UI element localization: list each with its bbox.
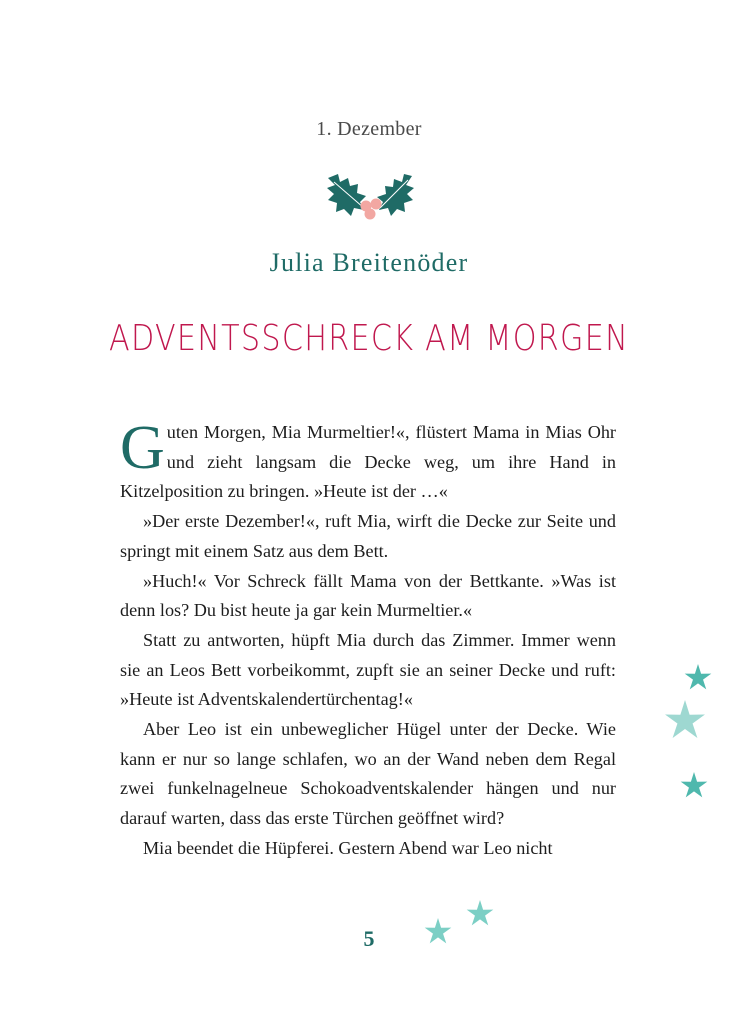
star-icon (466, 900, 494, 928)
paragraph: Guten Morgen, Mia Murmeltier!«, flüstert Mama in Mias Ohr und zieht langsam die Decke weg, um ihre Hand in Kitzelposition zu bringen. »Heute ist der …« (120, 414, 616, 502)
star-icon (684, 664, 712, 692)
paragraph: Aber Leo ist ein unbeweglicher Hügel unter der Decke. Wie kann er nur so lange schlafen, wo an der Wand neben dem Regal zwei funkelnagelneue Schokoadventskalender hängen und nur darauf warten, dass das erste Türchen geöffnet wird? (120, 719, 616, 829)
story-text (120, 414, 616, 864)
page-number: 5 (363, 926, 375, 951)
holly-icon (324, 168, 416, 220)
star-icon (680, 772, 708, 800)
paragraph: Statt zu antworten, hüpft Mia durch das Zimmer. Immer wenn sie an Leos Bett vorbeikommt, zupft sie an seiner Decke und ruft: »Heute ist Adventskalendertürchentag!« (120, 629, 616, 710)
drop-cap: G (120, 414, 165, 482)
paragraph: Mia beendet die Hüpferei. Gestern Abend war Leo nicht (143, 837, 553, 858)
star-icon (424, 918, 452, 946)
paragraph: »Der erste Dezember!«, ruft Mia, wirft die Decke zur Seite und springt mit einem Satz aus dem Bett. (120, 511, 616, 561)
story-title: ADVENTSSCHRECK AM MORGEN (109, 318, 629, 359)
paragraph: »Huch!« Vor Schreck fällt Mama von der Bettkante. »Was ist denn los? Du bist heute ja gar kein Murmeltier.« (120, 570, 616, 621)
star-icon (664, 700, 706, 742)
chapter-date: 1. Dezember (316, 118, 422, 140)
author-name: Julia Breitenöder (269, 248, 469, 277)
